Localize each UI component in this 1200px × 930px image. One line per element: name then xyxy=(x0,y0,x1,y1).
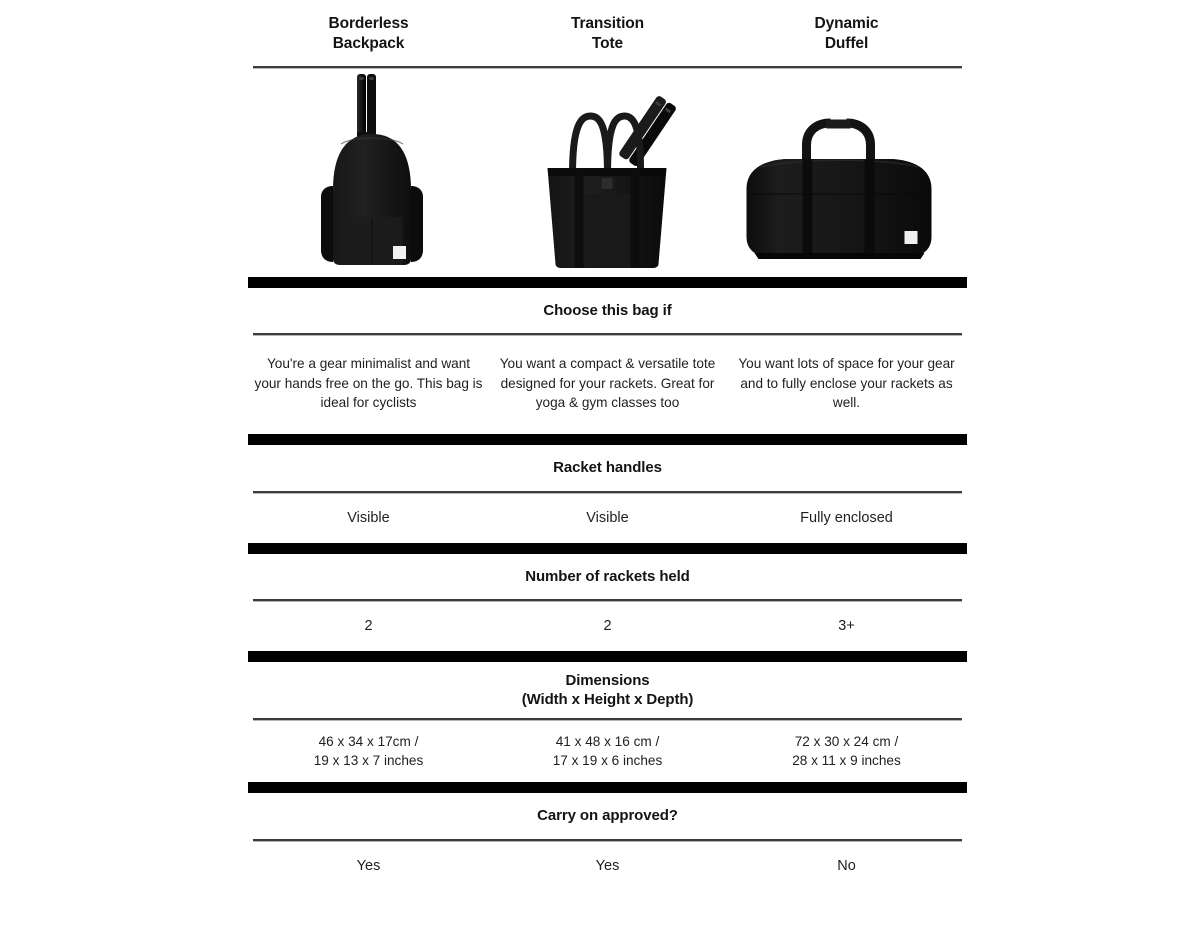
product-image-backpack xyxy=(253,69,490,277)
value-cell-backpack xyxy=(253,733,490,770)
section-title-carry-on-approved: Carry on approved? xyxy=(537,807,678,825)
section-values-number-of-rackets-held xyxy=(253,602,962,651)
value-cell-duffel xyxy=(723,733,962,770)
brand-logo-tag xyxy=(904,231,917,244)
section-values-carry-on-approved xyxy=(253,842,962,891)
comparison-table xyxy=(248,0,967,930)
duffel-body xyxy=(746,159,931,258)
product-name-line1: Dynamic xyxy=(814,15,879,32)
dimension-cm: 46 x 34 x 17cm / xyxy=(318,734,419,750)
value-cell-tote: Visible xyxy=(586,510,629,527)
dimension-inches: 17 x 19 x 6 inches xyxy=(552,752,663,768)
product-name-line2: Backpack xyxy=(332,34,405,52)
section-values-dimensions xyxy=(253,721,962,782)
value-cell-backpack: You're a gear minimalist and want your hands free on the go. This bag is ideal for cyclists xyxy=(254,356,483,410)
section-title-line2: (Width x Height x Depth) xyxy=(521,690,694,708)
product-header-tote xyxy=(490,14,723,54)
product-header-row xyxy=(253,0,962,66)
value-cell-tote: You want a compact & versatile tote designed for your rackets. Great for yoga & gym classes too xyxy=(499,356,716,410)
section-title-racket-handles: Racket handles xyxy=(553,459,662,477)
duffel-svg xyxy=(730,97,955,272)
racket-handles-tote xyxy=(617,94,676,167)
dimension-cm: 41 x 48 x 16 cm / xyxy=(555,734,660,750)
tote-illustration xyxy=(519,82,694,277)
product-name-line2: Duffel xyxy=(824,34,869,52)
product-header-duffel xyxy=(723,14,962,54)
product-image-duffel xyxy=(723,69,962,277)
section-values-racket-handles xyxy=(253,494,962,543)
value-cell-backpack: 2 xyxy=(364,618,373,635)
backpack-body xyxy=(321,134,423,265)
section-title-choose-this-bag-if: Choose this bag if xyxy=(543,301,672,319)
tote-svg xyxy=(519,82,694,272)
value-cell-backpack: Yes xyxy=(356,857,381,874)
dimension-cm: 72 x 30 x 24 cm / xyxy=(794,734,899,750)
section-separator-bar xyxy=(248,651,967,662)
value-cell-backpack: Visible xyxy=(347,510,390,527)
value-cell-duffel: Fully enclosed xyxy=(800,510,893,527)
section-values-choose-this-bag-if xyxy=(253,336,962,434)
product-name-line2: Tote xyxy=(591,34,624,52)
product-name-line1: Borderless xyxy=(328,15,409,32)
section-title-number-of-rackets-held: Number of rackets held xyxy=(525,567,690,585)
value-cell-duffel: No xyxy=(837,857,856,874)
value-cell-duffel: 3+ xyxy=(838,618,855,635)
product-image-row xyxy=(253,69,962,277)
value-cell-tote: 2 xyxy=(603,618,612,635)
section-title-line1: Dimensions xyxy=(565,671,650,689)
duffel-illustration xyxy=(730,97,955,277)
value-cell-tote: Yes xyxy=(595,857,620,874)
table-bottom-spacer xyxy=(248,890,967,930)
racket-handles-backpack xyxy=(357,74,376,144)
section-separator-bar xyxy=(248,782,967,793)
section-separator-bar xyxy=(248,434,967,445)
section-title-dimensions xyxy=(248,662,967,719)
product-name-line1: Transition xyxy=(570,15,645,32)
product-header-backpack xyxy=(253,14,490,54)
section-separator-bar xyxy=(248,277,967,288)
backpack-svg xyxy=(297,72,447,272)
dimension-inches: 28 x 11 x 9 inches xyxy=(792,752,901,768)
dimension-inches: 19 x 13 x 7 inches xyxy=(313,752,424,768)
backpack-illustration xyxy=(297,72,447,277)
brand-logo-tag xyxy=(601,178,612,189)
section-separator-bar xyxy=(248,543,967,554)
value-cell-duffel: You want lots of space for your gear and to fully enclose your rackets as well. xyxy=(738,356,955,410)
product-image-tote xyxy=(490,69,723,277)
value-cell-tote xyxy=(490,733,723,770)
brand-logo-tag xyxy=(393,246,406,259)
